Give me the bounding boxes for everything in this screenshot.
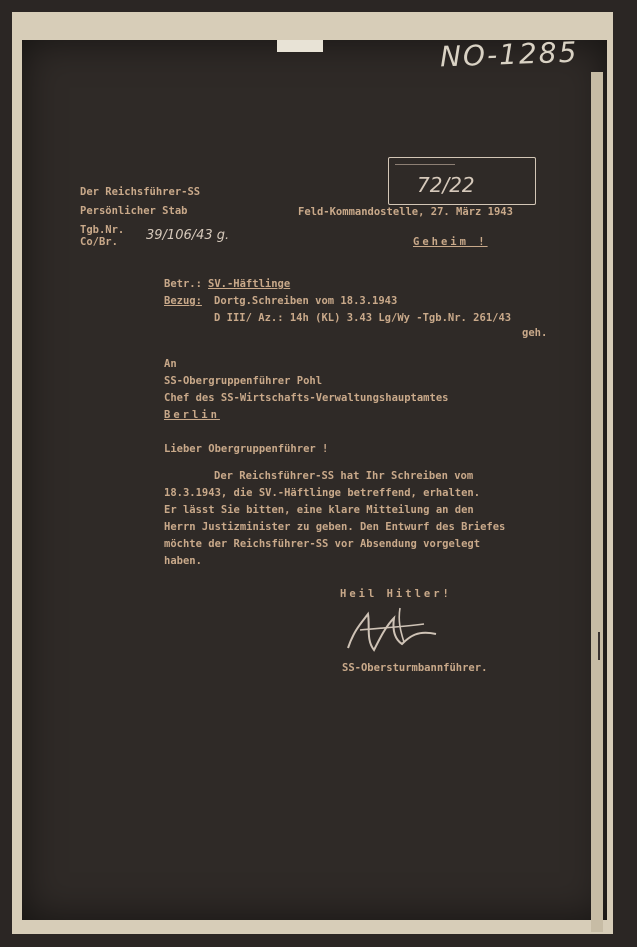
body-line: 18.3.1943, die SV.-Häftlinge betreffend, erhalten. [164, 487, 481, 499]
bezug-label: Bezug: [164, 295, 202, 307]
recipient-title: Chef des SS-Wirtschafts-Verwaltungshauptamtes [164, 392, 449, 404]
handwritten-signature [340, 600, 450, 660]
classification: Geheim ! [413, 236, 488, 248]
edge-mark [598, 632, 600, 660]
registry-stamp [388, 157, 536, 205]
reference-suffix: geh. [522, 327, 548, 339]
archive-number: NO-1285 [439, 35, 579, 74]
body-line: Der Reichsführer-SS hat Ihr Schreiben vom [214, 470, 474, 482]
bezug-value: Dortg.Schreiben vom 18.3.1943 [214, 295, 398, 307]
betr-label: Betr.: [164, 278, 202, 290]
tgb-label-2: Co/Br. [80, 236, 118, 248]
tgb-number-handwritten: 39/106/43 g. [146, 228, 230, 243]
recipient-city: Berlin [164, 409, 220, 421]
reference-line: D III/ Az.: 14h (KL) 3.43 Lg/Wy -Tgb.Nr. 261/43 [214, 312, 512, 324]
signature-title: SS-Obersturmbannführer. [342, 662, 488, 674]
body-line: Er lässt Sie bitten, eine klare Mitteilung an den [164, 504, 474, 516]
recipient-an: An [164, 358, 177, 370]
salutation: Lieber Obergruppenführer ! [164, 443, 329, 455]
tape-strip [277, 40, 323, 52]
body-line: Herrn Justizminister zu geben. Den Entwurf des Briefes [164, 521, 506, 533]
closing: Heil Hitler! [340, 588, 452, 600]
stamp-number: 72/22 [417, 173, 475, 197]
body-line: möchte der Reichsführer-SS vor Absendung vorgelegt [164, 538, 481, 550]
place-date: Feld-Kommandostelle, 27. März 1943 [298, 206, 513, 218]
sender-line-1: Der Reichsführer-SS [80, 186, 201, 198]
betr-value: SV.-Häftlinge [208, 278, 291, 290]
tgb-label-1: Tgb.Nr. [80, 224, 125, 236]
body-line: haben. [164, 555, 202, 567]
recipient-name: SS-Obergruppenführer Pohl [164, 375, 323, 387]
sender-line-2: Persönlicher Stab [80, 205, 188, 217]
stamp-rule [395, 164, 455, 165]
paper-edge-strip [591, 72, 603, 932]
